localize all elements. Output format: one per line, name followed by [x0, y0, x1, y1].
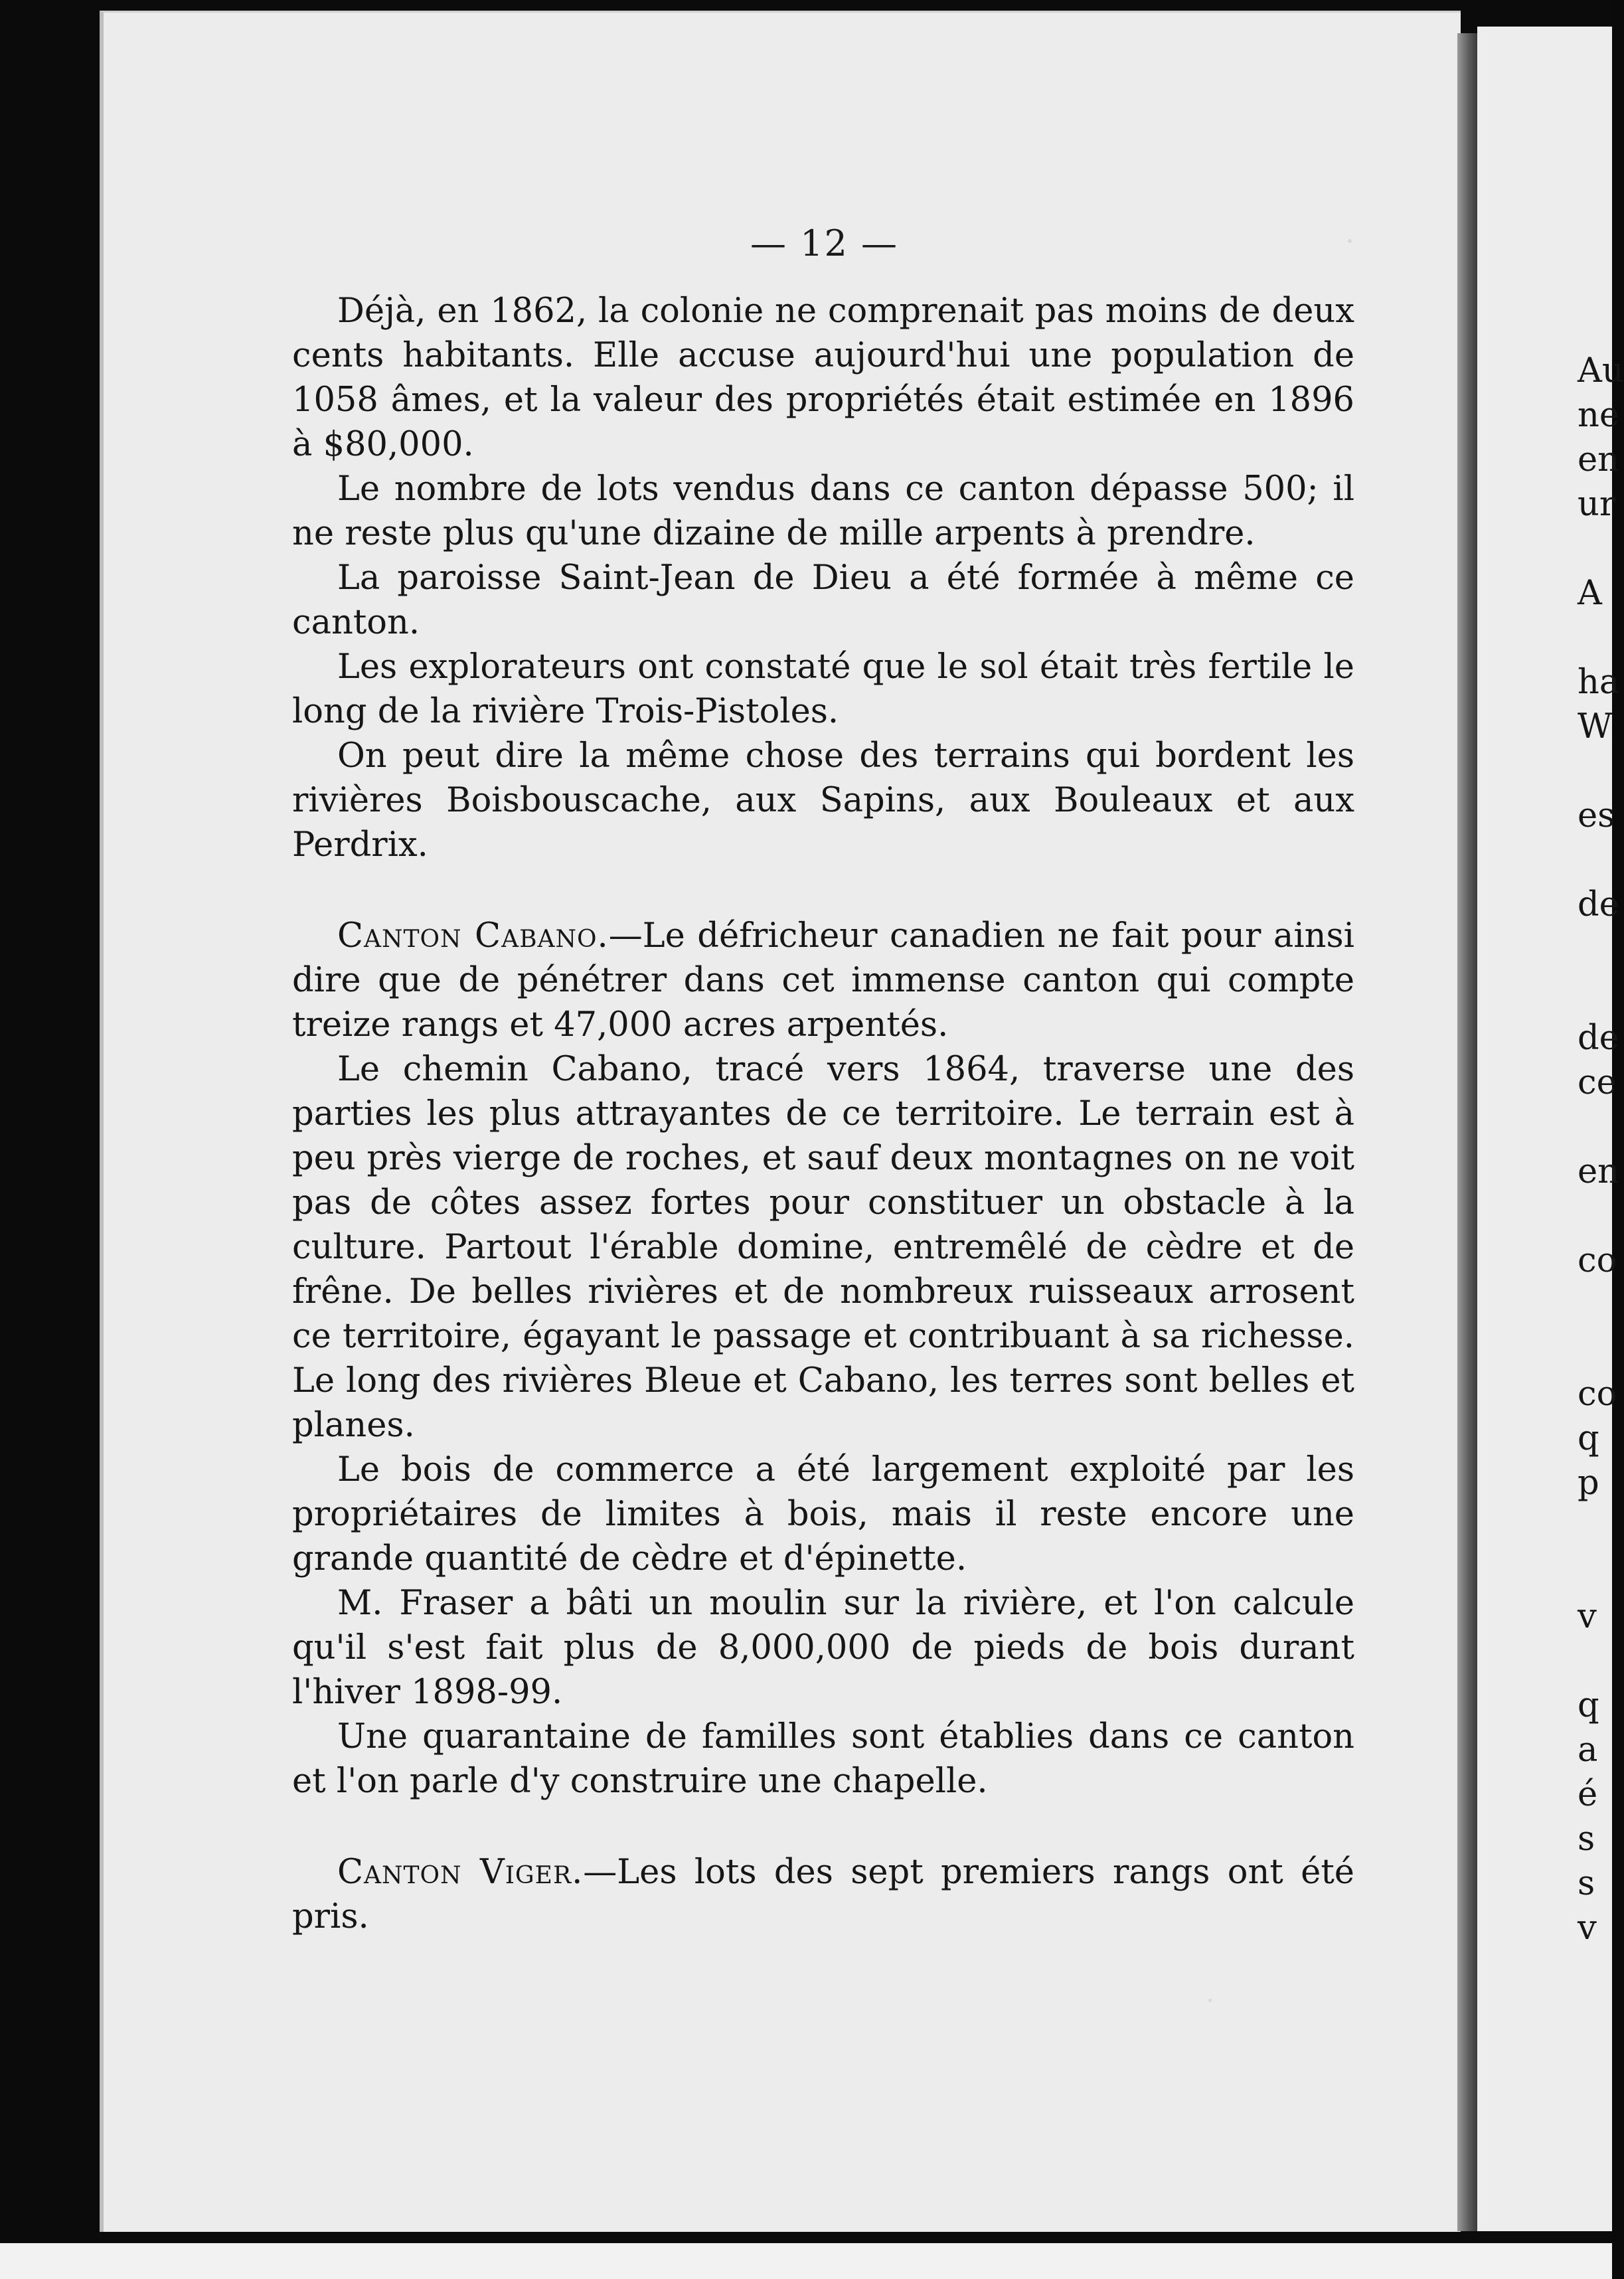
facing-page-fragment: v: [1578, 1908, 1597, 1948]
facing-page-fragment: [1578, 927, 1612, 971]
facing-page-fragment: Au: [1578, 351, 1624, 390]
paper-speck: [1208, 1999, 1212, 2002]
facing-page-fragment: s: [1578, 1819, 1595, 1859]
facing-page-fragment: en: [1578, 440, 1620, 479]
facing-page-fragment: en: [1578, 1152, 1620, 1191]
paragraph: Le nombre de lots vendus dans ce canton dépasse 500; il ne reste plus qu'une dizaine de mille arpents à prendre.: [292, 469, 1354, 553]
paragraph: La paroisse Saint-Jean de Dieu a été formée à même ce canton.: [292, 558, 1354, 642]
facing-page-fragment: a: [1578, 1730, 1598, 1770]
facing-page-fragment: [1578, 749, 1612, 794]
paragraph: Les explorateurs ont constaté que le sol était très fertile le long de la rivière Trois-Pistoles.: [292, 647, 1354, 731]
paragraph: Une quarantaine de familles sont établies dans ce canton et l'on parle d'y construire une chapelle.: [292, 1717, 1354, 1801]
section-paragraph-cabano: Canton Cabano.—Le défricheur canadien ne fait pour ainsi dire que de pénétrer dans cet immense canton qui compte treize rangs et 47,000 acres arpentés.: [292, 916, 1354, 1045]
facing-page-fragment: ha: [1578, 663, 1620, 702]
facing-page-fragment: [1578, 1194, 1612, 1238]
facing-page-fragment: co: [1578, 1241, 1617, 1280]
facing-page-fragment: es: [1578, 796, 1615, 835]
facing-page-fragment: [1578, 1505, 1612, 1550]
paragraph: On peut dire la même chose des terrains qui bordent les rivières Boisbouscache, aux Sapins, aux Bouleaux et aux Perdrix.: [292, 736, 1354, 865]
page-number: — 12 —: [750, 222, 899, 264]
section-heading: Canton Cabano.: [337, 916, 609, 956]
facing-page-fragment: p: [1578, 1464, 1599, 1503]
facing-page-fragment: é: [1578, 1775, 1598, 1814]
facing-page-fragment: [1578, 971, 1612, 1016]
section-heading: Canton Viger.: [337, 1853, 584, 1892]
facing-page-fragment: [1578, 1283, 1612, 1327]
facing-page-fragment: [1578, 1327, 1612, 1372]
facing-page-fragment: [1578, 1105, 1612, 1149]
paragraph: M. Fraser a bâti un moulin sur la rivière, et l'on calcule qu'il s'est fait plus de 8,000,000 de pieds de bois durant l'hiver 1898-99.: [292, 1584, 1354, 1712]
facing-page-fragment: ne: [1578, 396, 1620, 435]
scan-bottom-margin: [0, 2243, 1612, 2279]
facing-page-fragment: de: [1578, 1019, 1619, 1058]
facing-page-text-fragments: [1578, 349, 1624, 1950]
facing-page-fragment: [1578, 838, 1612, 883]
paragraph: Le chemin Cabano, tracé vers 1864, traverse une des parties les plus attrayantes de ce territoire. Le terrain est à peu près vierge de roches, et sauf deux montagnes on ne voit pas de côtes assez fortes pour constituer un obstacle à la culture. Partout l'érable domine, entremêlé de cèdre et de frêne. De belles rivières et de nombreux ruisseaux arrosent ce territoire, égayant le passage et contribuant à sa richesse. Le long des rivières Bleue et Cabano, les terres sont belles et planes.: [292, 1050, 1354, 1445]
paragraph: Déjà, en 1862, la colonie ne comprenait pas moins de deux cents habitants. Elle accuse aujourd'hui une population de 1058 âmes, et la valeur des propriétés était estimée en 1896 à $80,000.: [292, 292, 1354, 464]
facing-page-fragment: W: [1578, 707, 1613, 746]
facing-page-fragment: [1578, 616, 1612, 660]
body-text: [292, 289, 1354, 1939]
facing-page-fragment: q: [1578, 1419, 1599, 1458]
facing-page-fragment: de: [1578, 885, 1619, 924]
facing-page-fragment: s: [1578, 1864, 1595, 1903]
paper-speck: [1348, 239, 1352, 243]
paragraph: Le bois de commerce a été largement exploité par les propriétaires de limites à bois, mais il reste encore une grande quantité de cèdre et d'épinette.: [292, 1450, 1354, 1578]
facing-page-fragment: q: [1578, 1686, 1599, 1725]
facing-page-fragment: ce: [1578, 1063, 1617, 1102]
facing-page-fragment: ur: [1578, 485, 1616, 524]
facing-page-fragment: co: [1578, 1375, 1617, 1414]
section-paragraph-viger: Canton Viger.—Les lots des sept premiers rangs ont été pris.: [292, 1853, 1354, 1936]
book-gutter: [1457, 33, 1477, 2231]
facing-page-fragment: [1578, 527, 1612, 571]
facing-page-fragment: [1578, 1639, 1612, 1683]
facing-page-fragment: A: [1578, 574, 1602, 613]
facing-page-fragment: [1578, 1550, 1612, 1594]
facing-page-fragment: v: [1578, 1597, 1597, 1636]
